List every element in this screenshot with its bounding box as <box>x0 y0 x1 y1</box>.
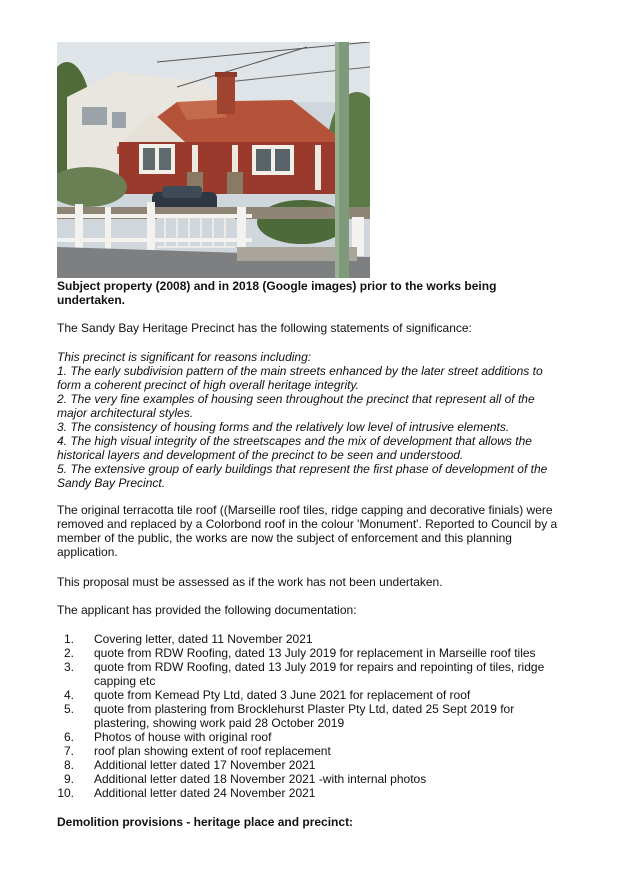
documentation-intro: The applicant has provided the following documentation: <box>57 603 357 617</box>
significance-line: 4. The high visual integrity of the streetscapes and the mix of development that allows the <box>57 434 532 448</box>
list-text: Covering letter, dated 11 November 2021 <box>94 632 313 646</box>
list-text: roof plan showing extent of roof replacement <box>94 744 331 758</box>
list-number: 6. <box>63 730 74 744</box>
list-text: Additional letter dated 17 November 2021 <box>94 758 316 772</box>
list-item <box>57 730 557 744</box>
assessment-paragraph: This proposal must be assessed as if the work has not been undertaken. <box>57 575 443 589</box>
list-item <box>57 702 557 730</box>
significance-line: major architectural styles. <box>57 406 194 420</box>
list-item <box>57 744 557 758</box>
intro-paragraph: The Sandy Bay Heritage Precinct has the following statements of significance: <box>57 321 472 335</box>
list-text: plastering, showing work paid 28 October 2019 <box>94 716 345 730</box>
significance-line: This precinct is significant for reasons including: <box>57 350 312 364</box>
roof-paragraph-line: member of the public, the works are now the subject of enforcement and this planning <box>57 531 512 545</box>
list-text: quote from RDW Roofing, dated 13 July 2019 for repairs and repointing of tiles, ridge <box>94 660 545 674</box>
significance-line: Sandy Bay Precinct. <box>57 476 166 490</box>
list-item <box>57 758 557 772</box>
list-text: capping etc <box>94 674 156 688</box>
house-photo <box>57 42 370 278</box>
list-item <box>57 646 557 660</box>
house-photo-illustration <box>57 42 370 278</box>
list-item <box>57 786 557 800</box>
significance-line: historical layers and development of the precinct to be seen and understood. <box>57 448 464 462</box>
list-text: Additional letter dated 18 November 2021 -with internal photos <box>94 772 427 786</box>
roof-paragraph-line: removed and replaced by a Colorbond roof in the colour 'Monument'. Reported to Council by a <box>57 517 558 531</box>
list-number: 2. <box>63 646 74 660</box>
significance-line: 1. The early subdivision pattern of the main streets enhanced by the later street additions to <box>57 364 543 378</box>
list-text: Additional letter dated 24 November 2021 <box>94 786 316 800</box>
list-item <box>57 772 557 786</box>
list-number: 9. <box>63 772 74 786</box>
list-number: 4. <box>63 688 74 702</box>
significance-statement <box>57 350 572 490</box>
list-number: 5. <box>63 702 74 716</box>
significance-line: 2. The very fine examples of housing seen throughout the precinct that represent all of the <box>57 392 535 406</box>
roof-paragraph-line: The original terracotta tile roof ((Marseille roof tiles, ridge capping and decorative finials) were <box>57 503 553 517</box>
significance-line: 5. The extensive group of early buildings that represent the first phase of development of the <box>57 462 548 476</box>
list-number: 8. <box>63 758 74 772</box>
list-item <box>57 660 557 688</box>
list-number: 10. <box>57 786 74 800</box>
roof-paragraph <box>57 503 567 559</box>
list-item <box>57 688 557 702</box>
list-number: 7. <box>63 744 74 758</box>
significance-line: 3. The consistency of housing forms and the relatively low level of intrusive elements. <box>57 420 510 434</box>
list-text: Photos of house with original roof <box>94 730 272 744</box>
list-text: quote from plastering from Brocklehurst Plaster Pty Ltd, dated 25 Sept 2019 for <box>94 702 515 716</box>
list-number: 3. <box>63 660 74 674</box>
photo-caption: Subject property (2008) and in 2018 (Google images) prior to the works being undertaken. <box>57 279 497 307</box>
significance-line: form a coherent precinct of high overall heritage integrity. <box>57 378 359 392</box>
list-text: quote from Kemead Pty Ltd, dated 3 June 2021 for replacement of roof <box>94 688 471 702</box>
list-text: quote from RDW Roofing, dated 13 July 2019 for replacement in Marseille roof tiles <box>94 646 536 660</box>
documentation-list <box>57 632 557 800</box>
roof-paragraph-line: application. <box>57 545 118 559</box>
section-heading: Demolition provisions - heritage place and precinct: <box>57 815 354 829</box>
list-number: 1. <box>63 632 74 646</box>
list-item <box>57 632 557 646</box>
